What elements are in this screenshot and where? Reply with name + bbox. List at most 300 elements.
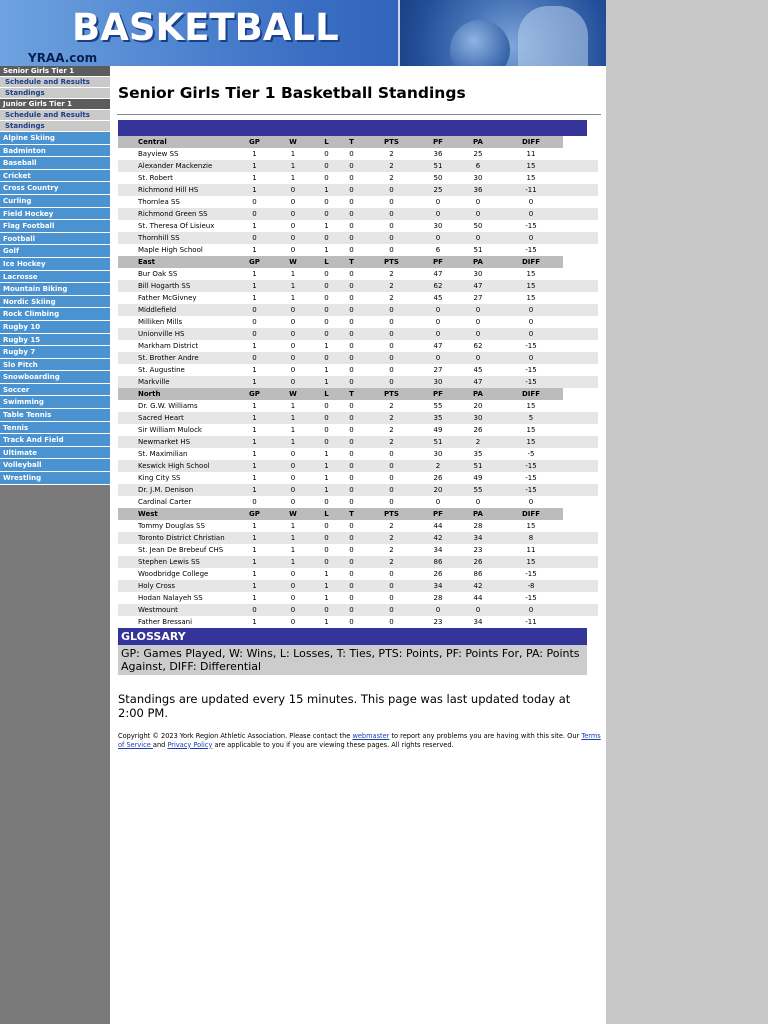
- stat-gp: 0: [237, 328, 272, 340]
- table-row: [118, 364, 598, 376]
- sidebar-sport-rugby-15[interactable]: Rugby 15: [0, 334, 110, 347]
- sidebar-sport-wrestling[interactable]: Wrestling: [0, 472, 110, 485]
- team-name: Middlefield: [118, 304, 237, 316]
- sidebar-sport-alpine-skiing[interactable]: Alpine Skiing: [0, 132, 110, 145]
- stat-pts: 0: [364, 304, 419, 316]
- sidebar-sport-rugby-10[interactable]: Rugby 10: [0, 321, 110, 334]
- stat-pa: 0: [457, 196, 499, 208]
- stat-pa: 45: [457, 364, 499, 376]
- stat-pf: 0: [419, 208, 457, 220]
- stat-pf: 27: [419, 364, 457, 376]
- terms-of-service-link[interactable]: Terms of Service: [118, 732, 601, 749]
- stat-t: 0: [339, 148, 364, 160]
- stat-pf: 20: [419, 484, 457, 496]
- column-header-pf: PF: [419, 388, 457, 400]
- stat-diff: -15: [499, 484, 563, 496]
- stat-diff: -15: [499, 472, 563, 484]
- sidebar-sport-nordic-skiing[interactable]: Nordic Skiing: [0, 296, 110, 309]
- stat-l: 0: [314, 268, 339, 280]
- header-spacer: [563, 508, 598, 520]
- stat-pts: 0: [364, 448, 419, 460]
- stat-diff: 0: [499, 316, 563, 328]
- stat-t: 0: [339, 556, 364, 568]
- team-name: Richmond Green SS: [118, 208, 237, 220]
- stat-pts: 2: [364, 436, 419, 448]
- page-title: Senior Girls Tier 1 Basketball Standings: [118, 84, 466, 102]
- stat-pts: 0: [364, 220, 419, 232]
- stat-gp: 1: [237, 220, 272, 232]
- stat-gp: 1: [237, 148, 272, 160]
- sidebar-sport-cricket[interactable]: Cricket: [0, 170, 110, 183]
- sidebar-sport-rock-climbing[interactable]: Rock Climbing: [0, 308, 110, 321]
- division-header-west: [118, 508, 598, 520]
- stat-pf: 35: [419, 412, 457, 424]
- stat-pts: 2: [364, 532, 419, 544]
- stat-gp: 1: [237, 184, 272, 196]
- stat-w: 1: [272, 280, 314, 292]
- webmaster-link[interactable]: webmaster: [352, 732, 390, 740]
- stat-t: 0: [339, 520, 364, 532]
- table-row: [118, 376, 598, 388]
- stat-pa: 0: [457, 496, 499, 508]
- team-name: Markham District: [118, 340, 237, 352]
- row-spacer: [563, 616, 598, 628]
- stat-w: 0: [272, 376, 314, 388]
- column-header-w: W: [272, 388, 314, 400]
- stat-l: 1: [314, 184, 339, 196]
- row-spacer: [563, 208, 598, 220]
- header-spacer: [563, 388, 598, 400]
- team-name: Sir William Mulock: [118, 424, 237, 436]
- stat-pf: 62: [419, 280, 457, 292]
- stat-gp: 1: [237, 172, 272, 184]
- sidebar-section-senior-girls[interactable]: Senior Girls Tier 1: [0, 66, 110, 77]
- stat-diff: -15: [499, 568, 563, 580]
- table-row: [118, 328, 598, 340]
- stat-diff: 8: [499, 532, 563, 544]
- stat-pf: 34: [419, 544, 457, 556]
- stat-pts: 0: [364, 376, 419, 388]
- stat-t: 0: [339, 316, 364, 328]
- row-spacer: [563, 496, 598, 508]
- stat-pf: 34: [419, 580, 457, 592]
- team-name: Bayview SS: [118, 148, 237, 160]
- row-spacer: [563, 412, 598, 424]
- stat-l: 1: [314, 616, 339, 628]
- stat-t: 0: [339, 160, 364, 172]
- row-spacer: [563, 328, 598, 340]
- stat-t: 0: [339, 280, 364, 292]
- stat-w: 0: [272, 316, 314, 328]
- stat-gp: 1: [237, 556, 272, 568]
- stat-pts: 2: [364, 400, 419, 412]
- table-row: [118, 544, 598, 556]
- stat-l: 0: [314, 208, 339, 220]
- stat-pa: 0: [457, 208, 499, 220]
- stat-pa: 44: [457, 592, 499, 604]
- stat-pts: 2: [364, 412, 419, 424]
- banner-divider: [398, 0, 400, 66]
- table-header-bar: [118, 120, 587, 136]
- team-name: Alexander Mackenzie: [118, 160, 237, 172]
- sidebar-sport-cross-country[interactable]: Cross Country: [0, 182, 110, 195]
- stat-w: 1: [272, 268, 314, 280]
- stat-pts: 2: [364, 520, 419, 532]
- team-name: Bill Hogarth SS: [118, 280, 237, 292]
- column-header-gp: GP: [237, 508, 272, 520]
- stat-pts: 0: [364, 604, 419, 616]
- stat-t: 0: [339, 592, 364, 604]
- header-spacer: [563, 136, 598, 148]
- stat-w: 0: [272, 604, 314, 616]
- column-header-t: T: [339, 136, 364, 148]
- row-spacer: [563, 580, 598, 592]
- stat-pts: 2: [364, 148, 419, 160]
- stat-w: 0: [272, 616, 314, 628]
- stat-l: 1: [314, 484, 339, 496]
- sidebar-sport-ice-hockey[interactable]: Ice Hockey: [0, 258, 110, 271]
- stat-pf: 26: [419, 568, 457, 580]
- sidebar-sport-golf[interactable]: Golf: [0, 245, 110, 258]
- stat-l: 0: [314, 496, 339, 508]
- sidebar-sport-ultimate[interactable]: Ultimate: [0, 447, 110, 460]
- stat-w: 0: [272, 580, 314, 592]
- stat-l: 0: [314, 196, 339, 208]
- stat-diff: -15: [499, 592, 563, 604]
- stat-diff: 0: [499, 352, 563, 364]
- sidebar-sport-tennis[interactable]: Tennis: [0, 422, 110, 435]
- column-header-pts: PTS: [364, 508, 419, 520]
- stat-pa: 51: [457, 460, 499, 472]
- row-spacer: [563, 316, 598, 328]
- stat-w: 0: [272, 364, 314, 376]
- stat-pf: 0: [419, 316, 457, 328]
- sidebar-sport-baseball[interactable]: Baseball: [0, 157, 110, 170]
- table-row: [118, 520, 598, 532]
- table-row: [118, 316, 598, 328]
- stat-pts: 2: [364, 160, 419, 172]
- stat-pa: 20: [457, 400, 499, 412]
- stat-pf: 0: [419, 352, 457, 364]
- table-row: [118, 220, 598, 232]
- stat-w: 0: [272, 472, 314, 484]
- column-header-l: L: [314, 256, 339, 268]
- title-divider: [117, 114, 601, 115]
- stat-diff: 15: [499, 436, 563, 448]
- stat-w: 1: [272, 544, 314, 556]
- stat-l: 0: [314, 160, 339, 172]
- column-header-pa: PA: [457, 508, 499, 520]
- team-name: Father McGivney: [118, 292, 237, 304]
- site-logo-link[interactable]: YRAA.com: [28, 51, 98, 65]
- team-name: Stephen Lewis SS: [118, 556, 237, 568]
- stat-diff: 15: [499, 424, 563, 436]
- stat-w: 1: [272, 160, 314, 172]
- stat-pa: 30: [457, 172, 499, 184]
- stat-diff: 11: [499, 544, 563, 556]
- stat-pts: 0: [364, 340, 419, 352]
- sidebar-sport-lacrosse[interactable]: Lacrosse: [0, 271, 110, 284]
- stat-w: 0: [272, 208, 314, 220]
- table-row: [118, 556, 598, 568]
- row-spacer: [563, 520, 598, 532]
- team-name: Unionville HS: [118, 328, 237, 340]
- stat-gp: 1: [237, 424, 272, 436]
- stat-gp: 1: [237, 532, 272, 544]
- stat-l: 0: [314, 532, 339, 544]
- stat-t: 0: [339, 220, 364, 232]
- stat-diff: 0: [499, 604, 563, 616]
- footer: [118, 732, 602, 749]
- row-spacer: [563, 352, 598, 364]
- stat-gp: 1: [237, 460, 272, 472]
- sidebar-link-senior-schedule[interactable]: Schedule and Results: [0, 77, 110, 88]
- stat-pts: 0: [364, 496, 419, 508]
- table-row: [118, 592, 598, 604]
- stat-pa: 26: [457, 556, 499, 568]
- stat-pa: 25: [457, 148, 499, 160]
- stat-diff: 15: [499, 172, 563, 184]
- stat-l: 0: [314, 232, 339, 244]
- team-name: Dr. J.M. Denison: [118, 484, 237, 496]
- stat-t: 0: [339, 376, 364, 388]
- update-note: Standings are updated every 15 minutes. This page was last updated today at 2:00 PM.: [118, 692, 571, 720]
- stat-pf: 26: [419, 472, 457, 484]
- stat-pf: 2: [419, 460, 457, 472]
- table-row: [118, 460, 598, 472]
- stat-t: 0: [339, 472, 364, 484]
- table-row: [118, 436, 598, 448]
- table-row: [118, 352, 598, 364]
- header-spacer: [563, 256, 598, 268]
- column-header-diff: DIFF: [499, 388, 563, 400]
- stat-t: 0: [339, 196, 364, 208]
- table-row: [118, 268, 598, 280]
- column-header-l: L: [314, 508, 339, 520]
- row-spacer: [563, 544, 598, 556]
- row-spacer: [563, 472, 598, 484]
- team-name: Westmount: [118, 604, 237, 616]
- column-header-pf: PF: [419, 508, 457, 520]
- team-name: Toronto District Christian: [118, 532, 237, 544]
- sidebar-link-senior-standings[interactable]: Standings: [0, 88, 110, 99]
- stat-pa: 86: [457, 568, 499, 580]
- player-arm-image: [518, 6, 588, 66]
- stat-t: 0: [339, 328, 364, 340]
- stat-pf: 47: [419, 340, 457, 352]
- stat-w: 0: [272, 304, 314, 316]
- stat-w: 0: [272, 592, 314, 604]
- row-spacer: [563, 280, 598, 292]
- stat-pf: 6: [419, 244, 457, 256]
- stat-diff: -15: [499, 364, 563, 376]
- stat-pa: 2: [457, 436, 499, 448]
- stat-gp: 1: [237, 280, 272, 292]
- stat-t: 0: [339, 496, 364, 508]
- stat-w: 1: [272, 424, 314, 436]
- sidebar-sport-football[interactable]: Football: [0, 233, 110, 246]
- sidebar-sport-snowboarding[interactable]: Snowboarding: [0, 371, 110, 384]
- stat-t: 0: [339, 436, 364, 448]
- stat-w: 1: [272, 172, 314, 184]
- team-name: Dr. G.W. Williams: [118, 400, 237, 412]
- table-row: [118, 172, 598, 184]
- column-header-gp: GP: [237, 136, 272, 148]
- stat-w: 0: [272, 448, 314, 460]
- stat-pf: 23: [419, 616, 457, 628]
- stat-pa: 47: [457, 376, 499, 388]
- stat-pts: 2: [364, 280, 419, 292]
- stat-pa: 0: [457, 304, 499, 316]
- row-spacer: [563, 460, 598, 472]
- team-name: St. Brother Andre: [118, 352, 237, 364]
- stat-gp: 1: [237, 364, 272, 376]
- stat-diff: 15: [499, 160, 563, 172]
- stat-t: 0: [339, 412, 364, 424]
- stat-pa: 27: [457, 292, 499, 304]
- stat-l: 0: [314, 400, 339, 412]
- stat-w: 0: [272, 340, 314, 352]
- stat-pts: 2: [364, 292, 419, 304]
- stat-pf: 49: [419, 424, 457, 436]
- stat-pf: 45: [419, 292, 457, 304]
- table-row: [118, 292, 598, 304]
- stat-gp: 1: [237, 292, 272, 304]
- sidebar-sport-badminton[interactable]: Badminton: [0, 145, 110, 158]
- row-spacer: [563, 172, 598, 184]
- stat-w: 0: [272, 220, 314, 232]
- stat-diff: -15: [499, 220, 563, 232]
- column-header-w: W: [272, 508, 314, 520]
- stat-w: 0: [272, 484, 314, 496]
- stat-w: 0: [272, 568, 314, 580]
- stat-pf: 51: [419, 436, 457, 448]
- stat-gp: 0: [237, 196, 272, 208]
- table-row: [118, 280, 598, 292]
- row-spacer: [563, 196, 598, 208]
- row-spacer: [563, 400, 598, 412]
- stat-w: 1: [272, 436, 314, 448]
- stat-gp: 1: [237, 568, 272, 580]
- privacy-policy-link[interactable]: Privacy Policy: [167, 740, 213, 749]
- team-name: Maple High School: [118, 244, 237, 256]
- stat-l: 0: [314, 280, 339, 292]
- sidebar-sport-mountain-biking[interactable]: Mountain Biking: [0, 283, 110, 296]
- stat-l: 1: [314, 580, 339, 592]
- stat-diff: 0: [499, 304, 563, 316]
- stat-l: 1: [314, 592, 339, 604]
- sidebar-sport-volleyball[interactable]: Volleyball: [0, 459, 110, 472]
- stat-l: 1: [314, 364, 339, 376]
- column-header-pa: PA: [457, 256, 499, 268]
- team-name: Markville: [118, 376, 237, 388]
- stat-pts: 2: [364, 556, 419, 568]
- column-header-pa: PA: [457, 136, 499, 148]
- team-name: Cardinal Carter: [118, 496, 237, 508]
- stat-w: 0: [272, 496, 314, 508]
- sidebar-sport-flag-football[interactable]: Flag Football: [0, 220, 110, 233]
- table-row: [118, 616, 598, 628]
- stat-diff: -11: [499, 616, 563, 628]
- team-name: Keswick High School: [118, 460, 237, 472]
- stat-pa: 49: [457, 472, 499, 484]
- sidebar-link-junior-standings[interactable]: Standings: [0, 121, 110, 132]
- team-name: Newmarket HS: [118, 436, 237, 448]
- team-name: Richmond Hill HS: [118, 184, 237, 196]
- sidebar-sport-curling[interactable]: Curling: [0, 195, 110, 208]
- stat-l: 1: [314, 472, 339, 484]
- column-header-gp: GP: [237, 388, 272, 400]
- row-spacer: [563, 268, 598, 280]
- table-row: [118, 472, 598, 484]
- site-banner: [0, 0, 606, 66]
- stat-w: 0: [272, 352, 314, 364]
- stat-pa: 26: [457, 424, 499, 436]
- stat-pts: 0: [364, 232, 419, 244]
- stat-pf: 86: [419, 556, 457, 568]
- stat-pa: 0: [457, 604, 499, 616]
- stat-pts: 0: [364, 244, 419, 256]
- row-spacer: [563, 160, 598, 172]
- sidebar-sport-soccer[interactable]: Soccer: [0, 384, 110, 397]
- page-background: [606, 0, 768, 1024]
- stat-pa: 42: [457, 580, 499, 592]
- stat-pts: 2: [364, 544, 419, 556]
- stat-t: 0: [339, 568, 364, 580]
- stat-diff: 15: [499, 292, 563, 304]
- footer-text-3: and: [152, 740, 168, 749]
- standings-table: [118, 136, 598, 628]
- stat-l: 0: [314, 424, 339, 436]
- stat-l: 0: [314, 436, 339, 448]
- sidebar-sport-field-hockey[interactable]: Field Hockey: [0, 208, 110, 221]
- sidebar-sport-table-tennis[interactable]: Table Tennis: [0, 409, 110, 422]
- row-spacer: [563, 436, 598, 448]
- stat-gp: 1: [237, 244, 272, 256]
- table-row: [118, 604, 598, 616]
- row-spacer: [563, 532, 598, 544]
- sidebar-sport-rugby-7[interactable]: Rugby 7: [0, 346, 110, 359]
- glossary-text: GP: Games Played, W: Wins, L: Losses, T: Ties, PTS: Points, PF: Points For, PA: Points Against, DIFF: Differential: [118, 645, 587, 675]
- stat-pf: 30: [419, 220, 457, 232]
- stat-pts: 2: [364, 172, 419, 184]
- stat-gp: 0: [237, 352, 272, 364]
- sidebar-sport-swimming[interactable]: Swimming: [0, 396, 110, 409]
- team-name: Sacred Heart: [118, 412, 237, 424]
- stat-pa: 35: [457, 448, 499, 460]
- sidebar-section-junior-girls[interactable]: Junior Girls Tier 1: [0, 99, 110, 110]
- stat-diff: 0: [499, 232, 563, 244]
- stat-pts: 0: [364, 580, 419, 592]
- sidebar-sport-slo-pitch[interactable]: Slo Pitch: [0, 359, 110, 372]
- stat-pa: 34: [457, 532, 499, 544]
- team-name: Hodan Nalayeh SS: [118, 592, 237, 604]
- row-spacer: [563, 592, 598, 604]
- sidebar-link-junior-schedule[interactable]: Schedule and Results: [0, 110, 110, 121]
- stat-t: 0: [339, 292, 364, 304]
- stat-gp: 1: [237, 412, 272, 424]
- stat-diff: -15: [499, 244, 563, 256]
- stat-pa: 30: [457, 412, 499, 424]
- stat-diff: -11: [499, 184, 563, 196]
- team-name: St. Jean De Brebeuf CHS: [118, 544, 237, 556]
- stat-diff: -15: [499, 460, 563, 472]
- table-row: [118, 568, 598, 580]
- row-spacer: [563, 484, 598, 496]
- sidebar-sport-track-and-field[interactable]: Track And Field: [0, 434, 110, 447]
- column-header-pf: PF: [419, 256, 457, 268]
- table-row: [118, 400, 598, 412]
